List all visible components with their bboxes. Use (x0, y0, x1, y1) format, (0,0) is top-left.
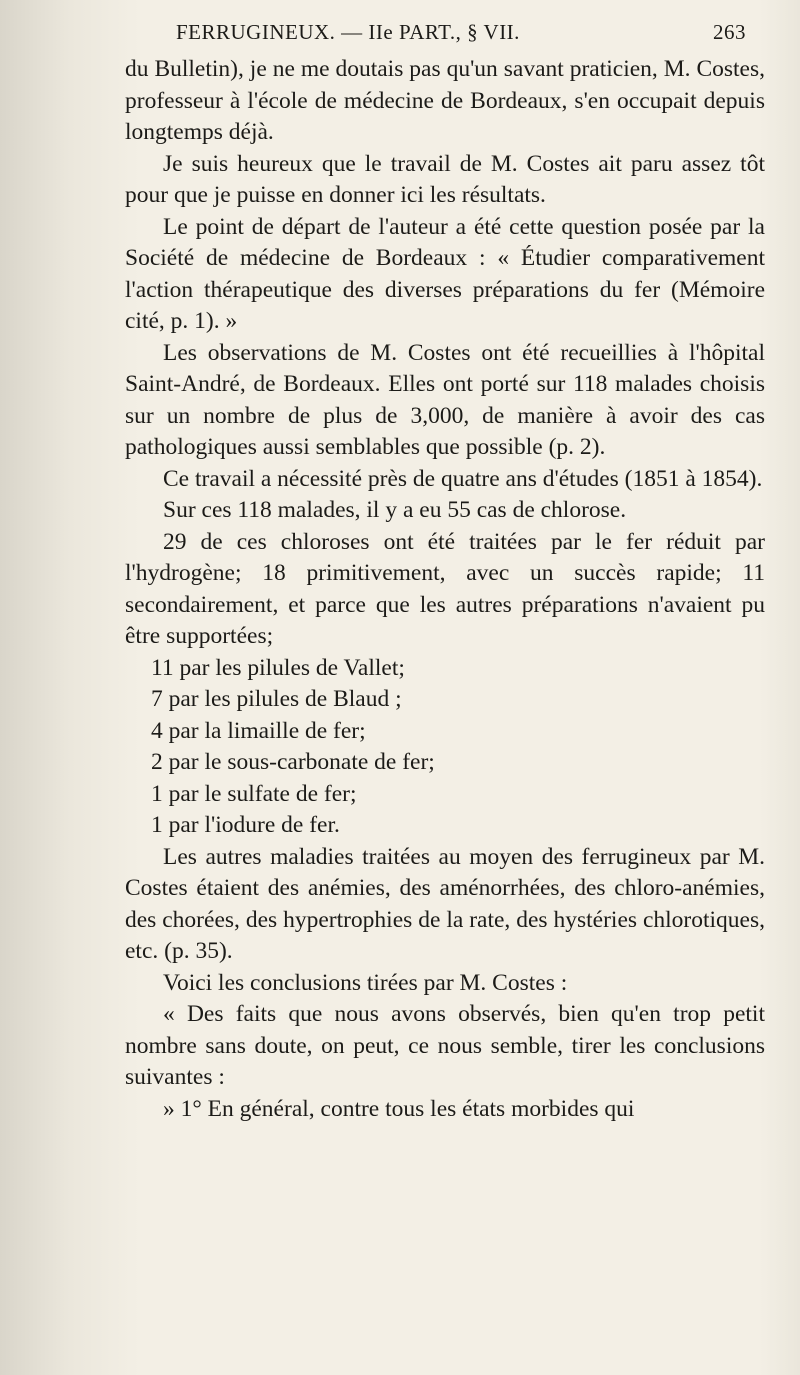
paragraph: Le point de départ de l'auteur a été cette question posée par la Société de médecine de Bordeaux : « Étudier comparativement l'action thérapeutique des diverses préparations du fer (Mémoire cité, p. 1). » (125, 213, 765, 334)
paragraph: Les observations de M. Costes ont été recueillies à l'hôpital Saint-André, de Bordeaux. Elles ont porté sur 118 malades choisis sur un nombre de plus de 3,000, de manière à avoir des cas pathologiques aussi semblables que possible (p. 2). (125, 339, 765, 460)
quotation-paragraph: » 1° En général, contre tous les états morbides qui (163, 1095, 635, 1122)
running-head-title: FERRUGINEUX. — IIe PART., § VII. (176, 20, 520, 44)
paragraph: Sur ces 118 malades, il y a eu 55 cas de chlorose. (163, 497, 627, 523)
list-item: 1 par le sulfate de fer; (151, 780, 357, 807)
page-number: 263 (713, 20, 746, 44)
quotation-paragraph: « Des faits que nous avons observés, bien qu'en trop petit nombre sans doute, on peut, ce nous semble, tirer les conclusions suivantes : (125, 1001, 765, 1090)
paragraph: 29 de ces chloroses ont été traitées par le fer réduit par l'hydrogène; 18 primitivement, avec un succès rapide; 11 secondairement, et parce que les autres préparations n'avaient pu être supportées; (125, 528, 765, 649)
paragraph: du Bulletin), je ne me doutais pas qu'un savant praticien, M. Costes, professeur à l'école de médecine de Bordeaux, s'en occupait depuis longtemps déjà. (125, 56, 765, 145)
list-item: 4 par la limaille de fer; (151, 717, 366, 744)
paragraph: Voici les conclusions tirées par M. Costes : (163, 969, 568, 996)
list-item: 2 par le sous-carbonate de fer; (151, 749, 435, 775)
list-item: 1 par l'iodure de fer. (151, 812, 340, 838)
paragraph: Je suis heureux que le travail de M. Costes ait paru assez tôt pour que je puisse en donner ici les résultats. (125, 150, 765, 208)
list-item: 11 par les pilules de Vallet; (151, 654, 405, 681)
running-head (176, 20, 756, 50)
paragraph: Les autres maladies traitées au moyen des ferrugineux par M. Costes étaient des anémies, des aménorrhées, des chloro-anémies, des chorées, des hypertrophies de la rate, des hystéries chlorotiques, etc. (p. 35). (125, 843, 765, 964)
body-text (125, 54, 765, 1125)
paragraph: Ce travail a nécessité près de quatre ans d'études (1851 à 1854). (163, 465, 763, 492)
list-item: 7 par les pilules de Blaud ; (151, 686, 402, 712)
